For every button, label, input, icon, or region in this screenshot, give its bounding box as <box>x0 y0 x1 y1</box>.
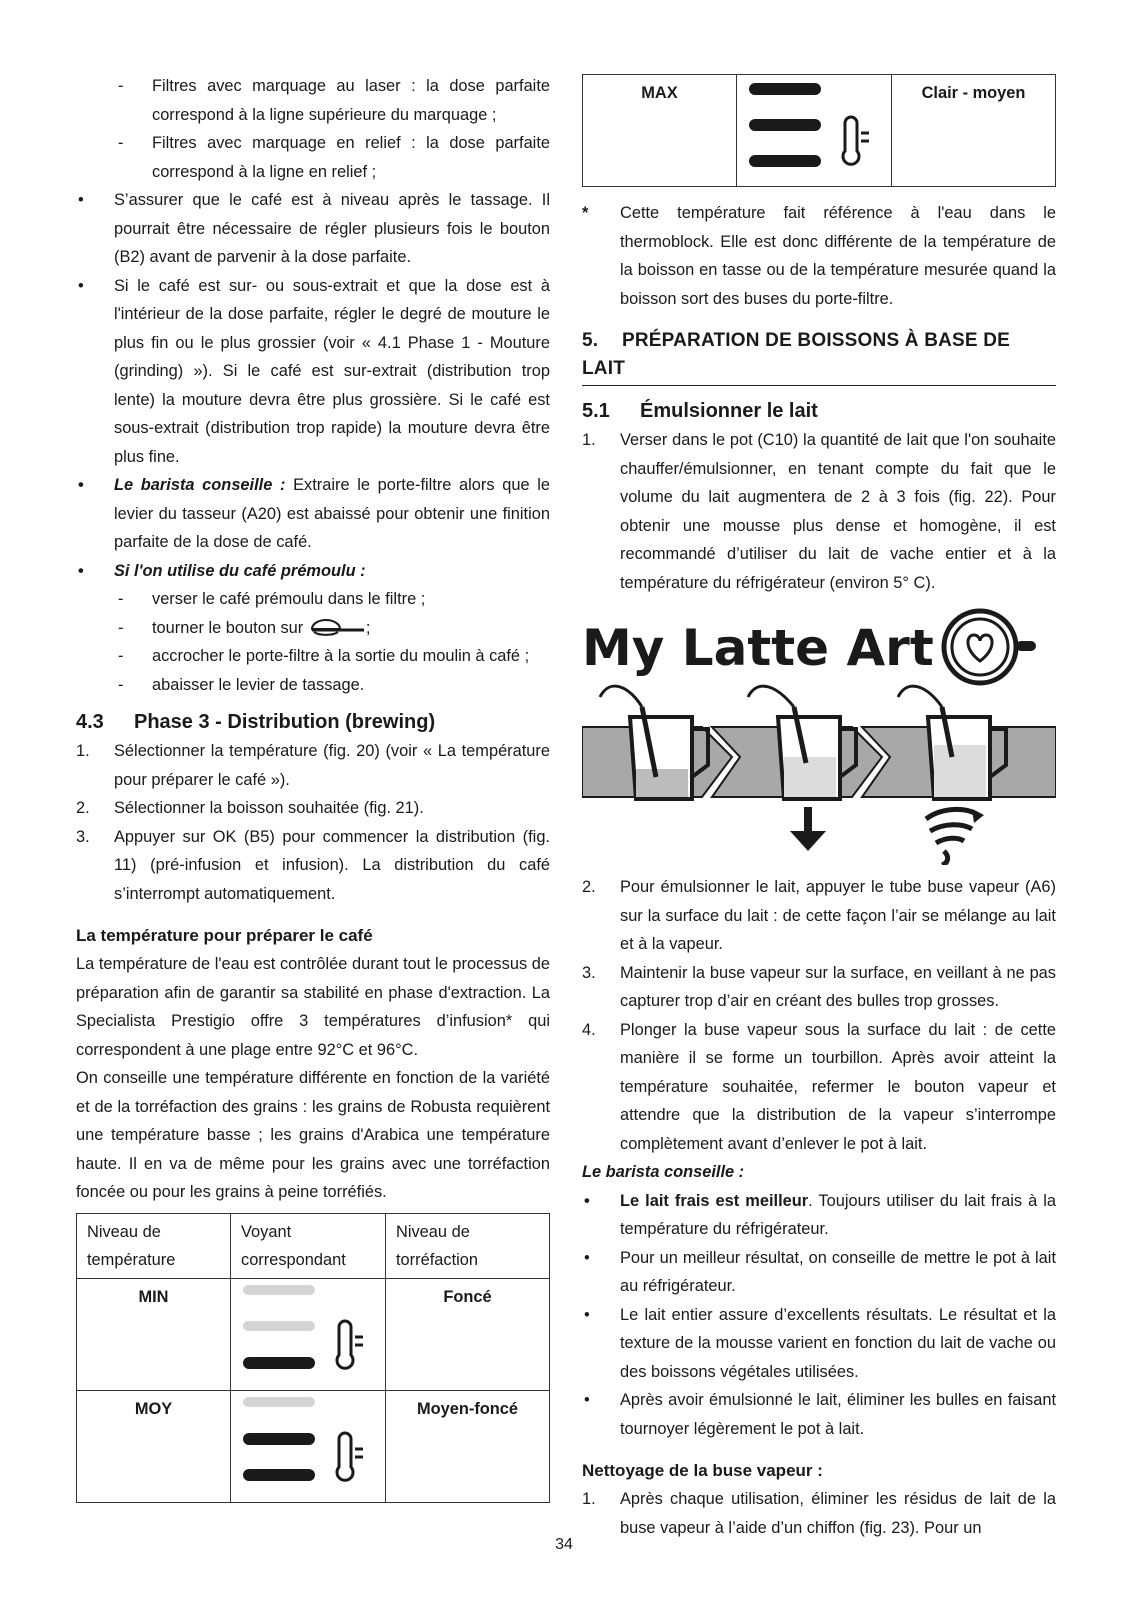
bar-2 <box>243 1433 315 1445</box>
step-item: 3. Appuyer sur OK (B5) pour commencer la distribution (fig. 11) (pré-infusion et infusion). La distribution du café s’interrompt automatiquement. <box>76 827 550 903</box>
whirlpool-icon <box>926 809 984 865</box>
latte-art-figure <box>582 607 1056 865</box>
temperature-indicator <box>747 79 881 179</box>
barista-label: Le barista conseille : <box>114 476 286 494</box>
footnote: * Cette température fait référence à l'eau dans le thermoblock. Elle est donc différente de la température de la boisson en tasse ou de la température mesurée quand la boisson sort des buses du porte-filtre. <box>582 204 1056 308</box>
table-row: MIN Foncé <box>77 1278 550 1390</box>
bar-1 <box>243 1357 315 1369</box>
down-arrow-icon <box>790 807 826 851</box>
step-item: 1. Après chaque utilisation, éliminer les résidus de lait de la buse vapeur à l’aide d’un chiffon (fig. 23). Pour un <box>582 1490 1056 1537</box>
table-row: MOY Moyen-foncé <box>77 1390 550 1502</box>
section-heading-5-1: 5.1 Émulsionner le lait <box>582 400 818 422</box>
list-item: • Le lait frais est meilleur. Toujours utiliser du lait frais à la température du réfrigérateur. <box>584 1191 1056 1238</box>
bar-3 <box>749 83 821 95</box>
latte-art-cup-icon <box>944 611 1036 683</box>
temperature-paragraph: On conseille une température différente en fonction de la variété et de la torréfaction des grains : les grains de Robusta requièrent une température basse ; les grains d'Arabica une température haute. Il en va de même pour les grains avec une torréfaction foncée ou pour les grains à peine torréfiés. <box>76 1069 550 1201</box>
step-item: 2. Pour émulsionner le lait, appuyer le tube buse vapeur (A6) sur la surface du lait : de cette façon l’air se mélange au lait et à la vapeur. <box>582 878 1056 953</box>
list-item: - Filtres avec marquage au laser : la dose parfaite correspond à la ligne supérieure du marquage ; <box>118 77 550 124</box>
list-item: - abaisser le levier de tassage. <box>118 675 365 694</box>
list-item: • Après avoir émulsionné le lait, éliminer les bulles en faisant tournoyer légèrement le pot à lait. <box>584 1391 1056 1438</box>
table-row: MAX Clair - moyen <box>583 75 1056 187</box>
list-item: - tourner le bouton sur ; <box>76 614 550 643</box>
temperature-heading: La température pour préparer le café <box>76 926 373 945</box>
premoulu-heading: • Si l'on utilise du café prémoulu : <box>78 561 366 580</box>
table-header: Niveau de torréfaction <box>386 1213 550 1278</box>
step-item: 3. Maintenir la buse vapeur sur la surface, en veillant à ne pas capturer trop d’air en créant des bulles trop grosses. <box>582 963 1056 1010</box>
bar-3 <box>243 1397 315 1407</box>
barista-label: Le barista conseille : <box>582 1163 745 1181</box>
table-header: Voyant correspondant <box>231 1213 386 1278</box>
table-header-row <box>77 1213 550 1278</box>
section-heading-4-3: 4.3 Phase 3 - Distribution (brewing) <box>76 711 436 733</box>
list-item: - accrocher le porte-filtre à la sortie du moulin à café ; <box>118 647 530 665</box>
thermometer-icon <box>337 1433 363 1480</box>
list-item: • S’assurer que le café est à niveau après le tassage. Il pourrait être nécessaire de régler plusieurs fois le bouton (B2) avant de parvenir à la dose parfaite. <box>78 191 550 266</box>
step-item: 2. Sélectionner la boisson souhaitée (fig. 21). <box>76 799 424 817</box>
temperature-paragraph: La température de l'eau est contrôlée durant tout le processus de préparation afin de garantir sa stabilité en phase d'extraction. La Specialista Prestigio offre 3 températures d’infusion* qui correspondent à une plage entre 92°C et 96°C. <box>76 955 550 1059</box>
bar-2 <box>749 119 821 131</box>
bar-1 <box>243 1469 315 1481</box>
latte-art-logo: My Latte Art <box>582 619 934 677</box>
list-item: • Le lait entier assure d’excellents résultats. Le résultat et la texture de la mousse varient en fonction du lait de vache ou des boissons végétales utilisées. <box>584 1305 1056 1381</box>
thermometer-icon <box>843 117 869 164</box>
page-number: 34 <box>555 1536 573 1553</box>
bar-3 <box>243 1285 315 1295</box>
step-item: 4. Plonger la buse vapeur sous la surface du lait : de cette manière il se forme un tourbillon. Après avoir atteint la température souhaitée, refermer le bouton vapeur et attendre que la distribution de la vapeur s’interrompe complètement avant d’enlever le pot à lait. <box>582 1020 1056 1153</box>
step-item: 1. Sélectionner la température (fig. 20) (voir « La température pour préparer le café »). <box>76 742 550 789</box>
section-heading-5: 5. PRÉPARATION DE BOISSONS À BASE DE LAIT <box>582 327 1056 386</box>
temperature-indicator <box>241 1283 375 1383</box>
list-item: • Pour un meilleur résultat, on conseille de mettre le pot à lait au réfrigérateur. <box>584 1248 1056 1295</box>
left-column <box>76 72 550 1503</box>
thermometer-icon <box>337 1321 363 1368</box>
bar-1 <box>749 155 821 167</box>
barista-tip: • Le barista conseille : Extraire le porte-filtre alors que le levier du tasseur (A20) est abaissé pour obtenir une finition parfaite de la dose de café. <box>78 476 550 551</box>
grind-dial-icon <box>308 617 366 639</box>
list-item: - Filtres avec marquage en relief : la dose parfaite correspond à la ligne en relief ; <box>118 134 550 181</box>
indicator-cell <box>231 1390 386 1502</box>
bar-2 <box>243 1321 315 1331</box>
step-item: 1. Verser dans le pot (C10) la quantité de lait que l'on souhaite chauffer/émulsionner, en tenant compte du fait que le volume du lait augmentera de 2 à 3 fois (fig. 22). Pour obtenir une mousse plus dense et homogène, il est recommandé d’utiliser du lait de vache entier et à la température du réfrigérateur (environ 5° C). <box>582 431 1056 592</box>
right-column <box>582 74 1056 1542</box>
temperature-indicator <box>241 1395 375 1495</box>
list-item: - verser le café prémoulu dans le filtre ; <box>118 590 426 608</box>
temperature-table-continued <box>582 74 1056 187</box>
list-item: • Si le café est sur- ou sous-extrait et que la dose est à l'intérieur de la dose parfaite, régler le degré de mouture le plus fin ou le plus grossier (voir « 4.1 Phase 1 - Mouture (grinding) »). Si le café est sur-extrait (distribution trop lente) la mouture devra être plus grossière. Si le café est sous-extrait (distribution trop rapide) la mouture devra être plus fine. <box>78 276 550 466</box>
indicator-cell <box>231 1278 386 1390</box>
indicator-cell <box>737 75 892 187</box>
temperature-table <box>76 1213 550 1503</box>
table-header: Niveau de température <box>77 1213 231 1278</box>
cleaning-heading: Nettoyage de la buse vapeur : <box>582 1461 823 1480</box>
